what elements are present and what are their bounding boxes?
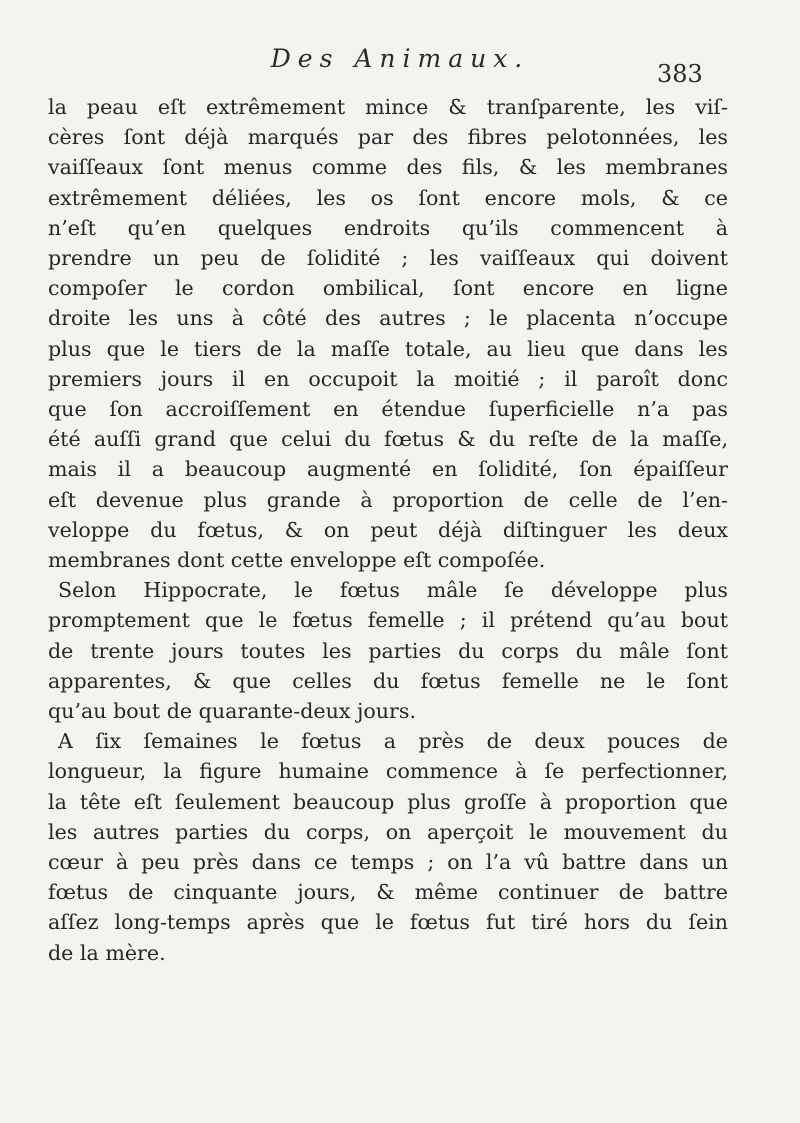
text-line: veloppe du fœtus, & on peut déjà diſtinguer les deux (48, 517, 728, 542)
text-line: de la mère. (48, 940, 166, 965)
text-line: que ſon accroiſſement en étendue ſuperficielle n’a pas (48, 397, 728, 422)
text-line: compoſer le cordon ombilical, ſont encore en ligne (48, 276, 728, 301)
text-line: longueur, la figure humaine commence à ſe perfectionner, (48, 759, 728, 784)
text-line: qu’au bout de quarante-deux jours. (48, 699, 416, 724)
text-line: la peau eſt extrêmement mince & tranſparente, les viſ- (48, 95, 728, 119)
text-line: la tête eſt ſeulement beaucoup plus groſſe à proportion que (48, 789, 728, 814)
text-line: plus que le tiers de la maſſe totale, au lieu que dans les (48, 336, 728, 361)
running-title: Des Animaux. (270, 44, 530, 73)
text-line: eſt devenue plus grande à proportion de celle de l’en- (48, 487, 728, 512)
text-line: les autres parties du corps, on aperçoit le mouvement du (48, 819, 728, 844)
text-line: droite les uns à côté des autres ; le placenta n’occupe (48, 306, 728, 331)
text-line: membranes dont cette enveloppe eſt compoſée. (48, 548, 546, 573)
text-line: cères ſont déjà marqués par des fibres pelotonnées, les (48, 125, 728, 150)
text-line: de trente jours toutes les parties du corps du mâle ſont (48, 638, 728, 663)
text-line: A ſix ſemaines le fœtus a près de deux pouces de (58, 729, 728, 754)
text-line: prendre un peu de ſolidité ; les vaiſſeaux qui doivent (48, 246, 728, 271)
text-line: cœur à peu près dans ce temps ; on l’a vû battre dans un (48, 850, 728, 875)
text-line: vaiſſeaux ſont menus comme des fils, & les membranes (48, 155, 728, 180)
page-number: 383 (657, 60, 703, 88)
text-line: premiers jours il en occupoit la moitié ; il paroît donc (48, 366, 728, 391)
text-line: fœtus de cinquante jours, & même continuer de battre (48, 880, 728, 905)
text-line: promptement que le fœtus femelle ; il prétend qu’au bout (48, 608, 728, 633)
text-line: été auſſi grand que celui du fœtus & du reſte de la maſſe, (48, 427, 728, 452)
text-line: aſſez long-temps après que le fœtus fut tiré hors du ſein (48, 910, 728, 935)
body-text (48, 92, 728, 968)
text-line: n’eſt qu’en quelques endroits qu’ils commencent à (48, 215, 728, 240)
text-line: extrêmement déliées, les os ſont encore mols, & ce (48, 185, 728, 210)
text-line: apparentes, & que celles du fœtus femelle ne le ſont (48, 668, 728, 693)
text-line: mais il a beaucoup augmenté en ſolidité, ſon épaiſſeur (48, 457, 728, 482)
text-line: Selon Hippocrate, le fœtus mâle ſe développe plus (58, 578, 728, 603)
